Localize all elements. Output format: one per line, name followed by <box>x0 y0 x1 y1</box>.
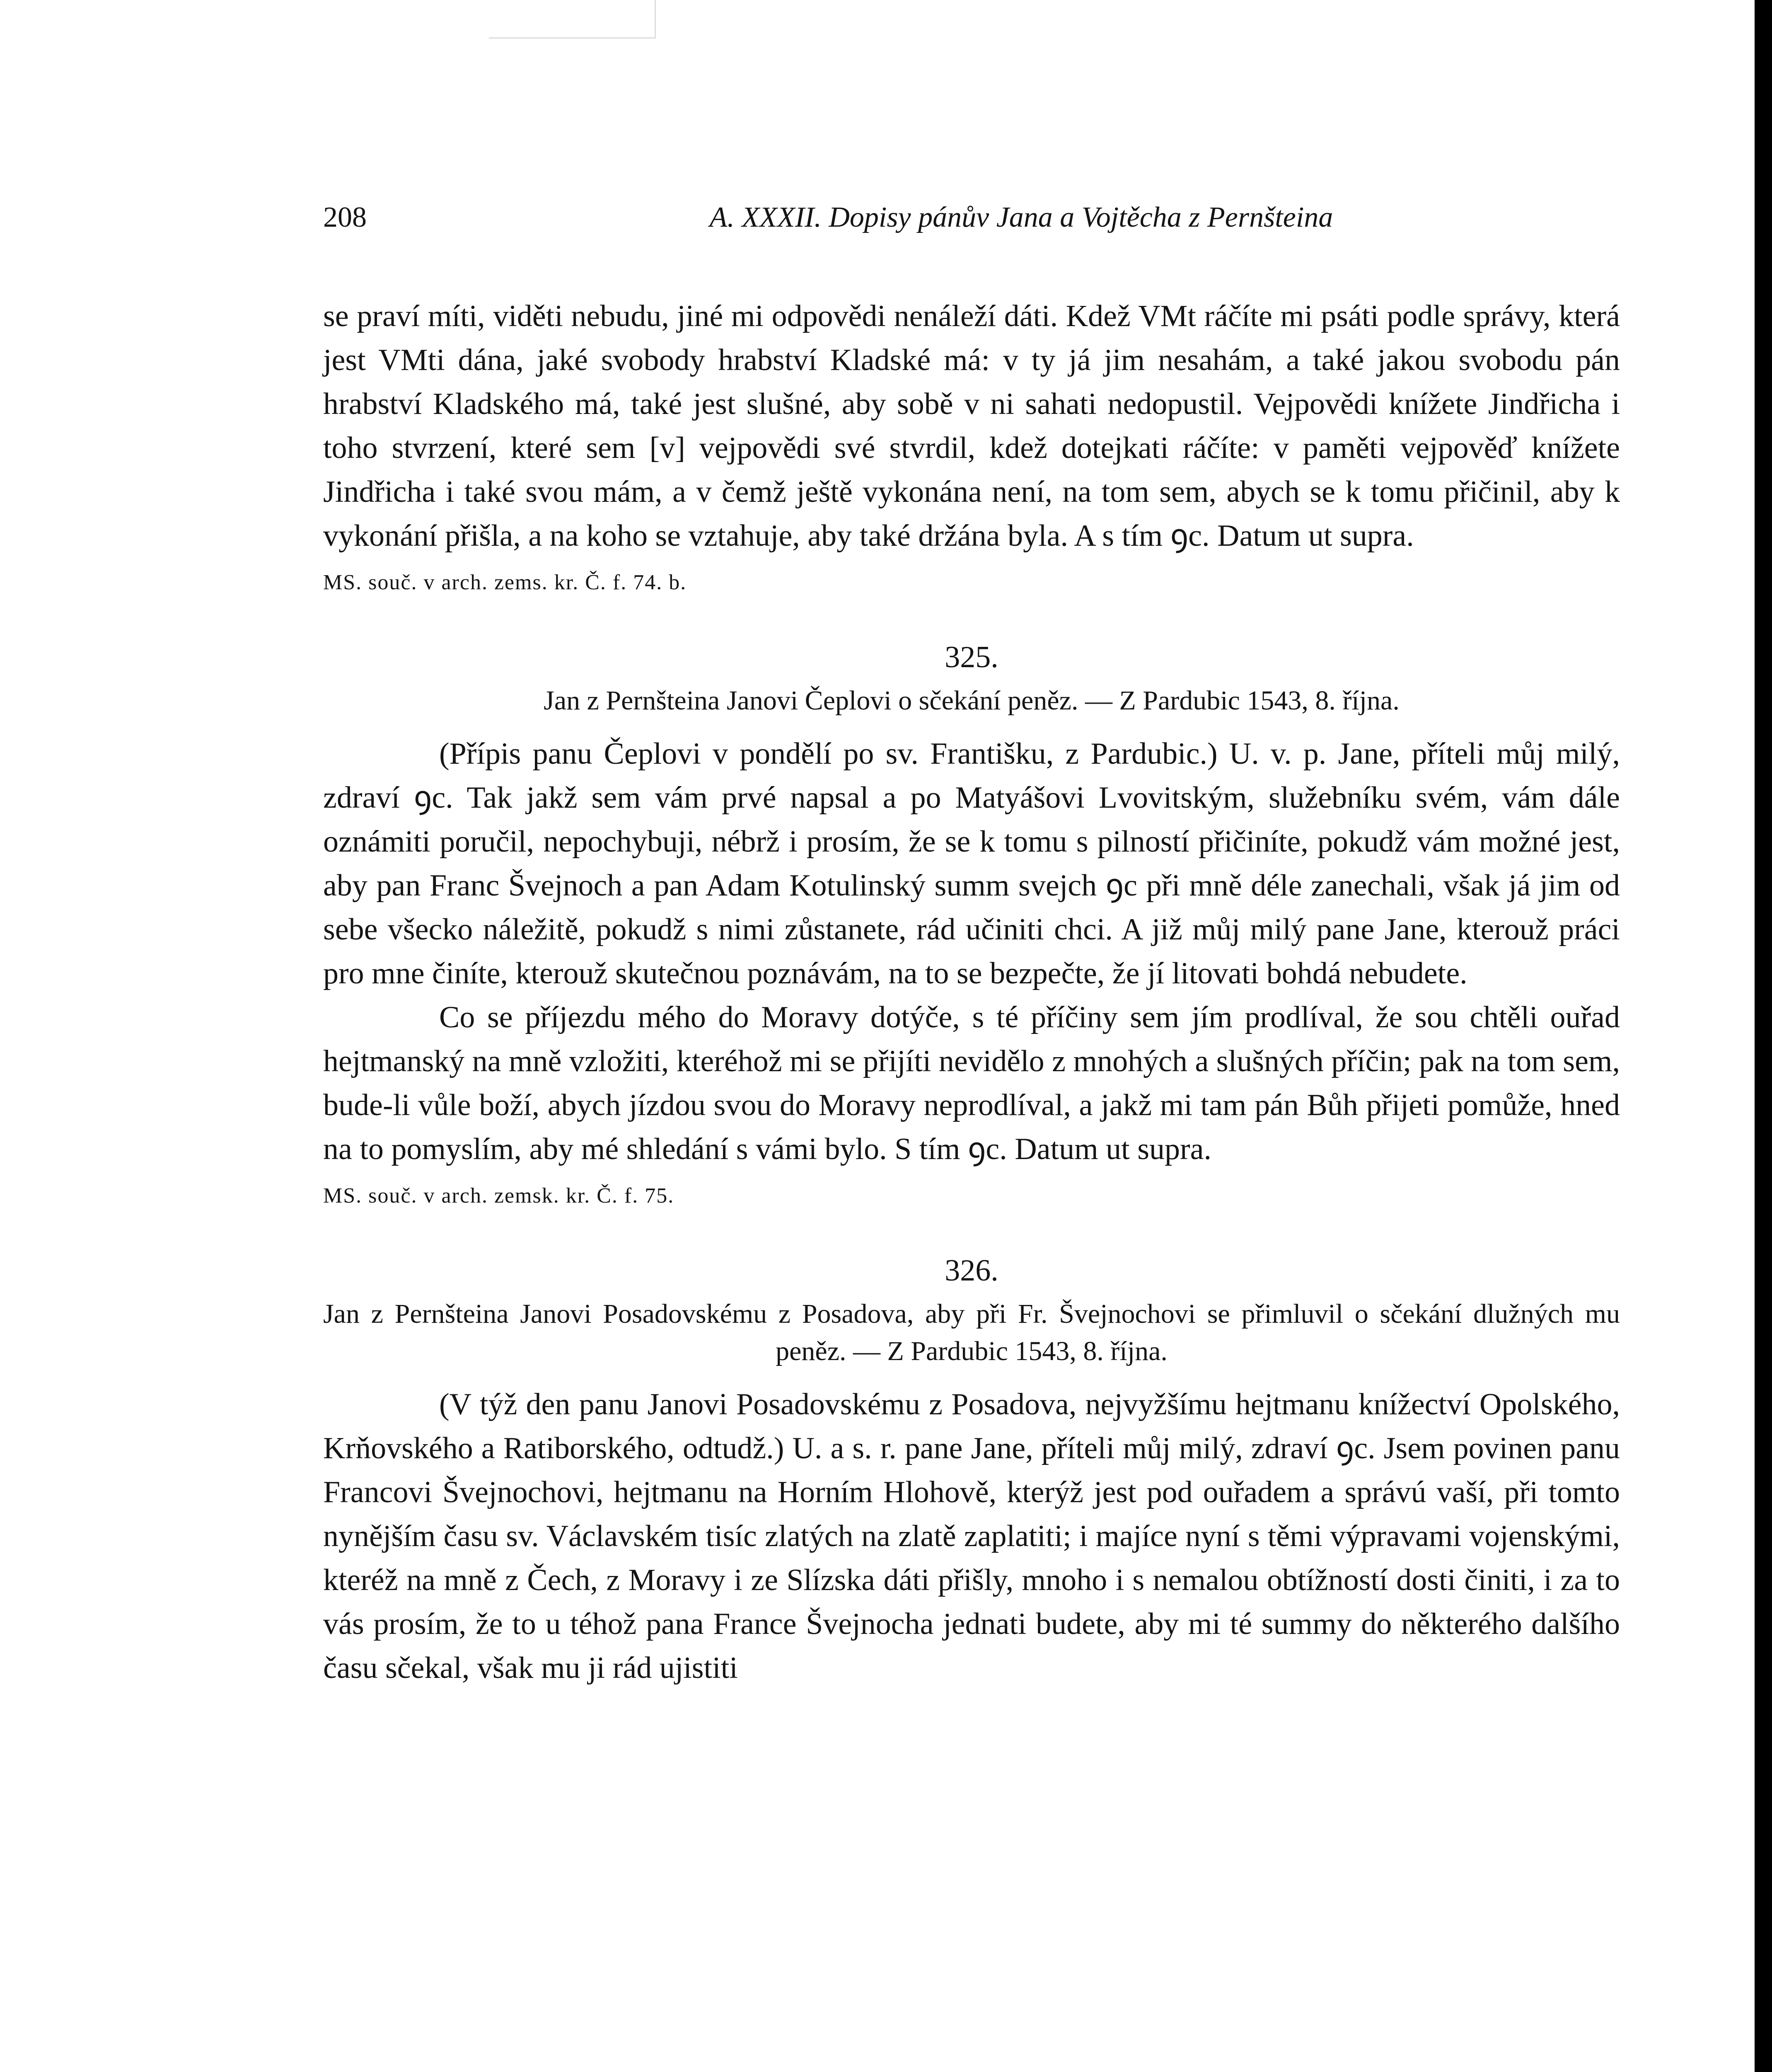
letter-paragraph: (Přípis panu Čeplovi v pondělí po sv. Františku, z Pardubic.) U. v. p. Jane, příteli můj milý, zdraví ꝯc. Tak jakž sem vám prvé napsal a po Matyášovi Lvovitským, služebníku svém, vám dále oznámiti poručil, nepochybuji, nébrž i prosím, že se k tomu s pilností přičiníte, pokudž vám možné jest, aby pan Franc Švejnoch a pan Adam Kotulinský summ svejch ꝯc při mně déle zanechali, však já jim od sebe všecko náležitě, pokudž s nimi zůstanete, rád učiniti chci. A již můj milý pane Jane, kterouž práci pro mne činíte, kterouž skutečnou poznávám, na to se bezpečte, že jí litovati bohdá nebudete. <box>323 737 1620 990</box>
letter-summary: Jan z Pernšteina Janovi Posadovskému z Posadova, aby při Fr. Švejnochovi se přimluvil o sčekání dlužných mu peněz. — Z Pardubic 1543, 8. října. <box>323 1299 1620 1366</box>
letter-325 <box>323 637 1620 1213</box>
source-note: MS. souč. v arch. zems. kr. Č. f. 74. b. <box>323 571 687 594</box>
scan-artifact <box>489 0 656 39</box>
document-number: 325. <box>945 640 998 674</box>
running-title: A. XXXII. Dopisy pánův Jana a Vojtěcha z Pernšteina <box>709 201 1333 233</box>
scan-edge <box>1755 0 1772 2072</box>
letter-paragraph: Co se příjezdu mého do Moravy dotýče, s té příčiny sem jím prodlíval, že sou chtěli ouřad hejtmanský na mně vzložiti, kteréhož mi se přijíti nevidělo z mnohých a slušných příčin; pak na tom sem, bude-li vůle boží, abych jízdou svou do Moravy neprodlíval, a jakž mi tam pán Bůh přijeti pomůže, hned na to pomyslím, aby mé shledání s vámi bylo. S tím ꝯc. Datum ut supra. <box>323 1000 1620 1166</box>
page-header <box>323 199 1620 236</box>
continuation-paragraph: se praví míti, viděti nebudu, jiné mi odpovědi nenáleží dáti. Kdež VMt ráčíte mi psáti podle správy, která jest VMti dána, jaké svobody hrabství Kladské má: v ty já jim nesahám, a také jakou svobodu pán hrabství Kladského má, také jest slušné, aby sobě v ni sahati nedopustil. Vejpovědi knížete Jindřicha i toho stvrzení, které sem [v] vejpovědi své stvrdil, kdež dotejkati ráčíte: v paměti vejpověď knížete Jindřicha i také svou mám, a v čemž ještě vykonána není, na tom sem, abych se k tomu přičinil, aby k vykonání přišla, a na koho se vztahuje, aby také držána byla. A s tím ꝯc. Datum ut supra. <box>323 299 1620 553</box>
page-number: 208 <box>323 201 367 233</box>
letter-326 <box>323 1250 1620 1690</box>
book-page <box>323 199 1620 1690</box>
source-note: MS. souč. v arch. zemsk. kr. Č. f. 75. <box>323 1184 674 1208</box>
document-number: 326. <box>945 1254 998 1288</box>
letter-paragraph: (V týž den panu Janovi Posadovskému z Posadova, nejvyžšímu hejtmanu knížectví Opolského, Krňovského a Ratiborského, odtudž.) U. a s. r. pane Jane, příteli můj milý, zdraví ꝯc. Jsem povinen panu Francovi Švejnochovi, hejtmanu na Horním Hlohově, kterýž jest pod ouřadem a správú vaší, při tomto nynějším času sv. Václavském tisíc zlatých na zlatě zaplatiti; i majíce nyní s těmi výpravami vojenskými, kteréž na mně z Čech, z Moravy i ze Slízska dáti přišly, mnoho i s nemalou obtížností dosti činiti, i za to vás prosím, že to u téhož pana France Švejnocha jednati budete, aby mi té summy do některého dalšího času sčekal, však mu ji rád ujistiti <box>323 1387 1620 1685</box>
letter-summary: Jan z Pernšteina Janovi Čeplovi o sčekání peněz. — Z Pardubic 1543, 8. října. <box>544 685 1400 716</box>
